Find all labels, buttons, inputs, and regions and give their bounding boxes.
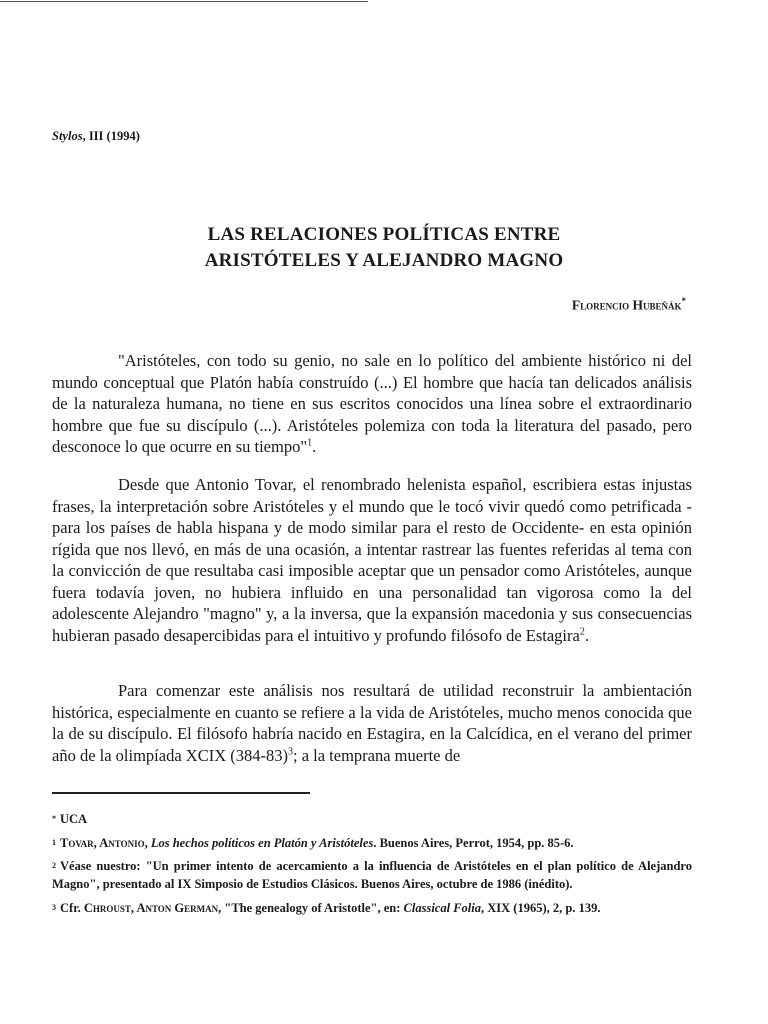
footnote-ref[interactable]: 3 — [287, 746, 293, 757]
footnote-star — [52, 810, 692, 828]
journal-header — [52, 129, 140, 144]
footnote-pre: Cfr. — [60, 901, 81, 915]
top-rule — [0, 1, 368, 2]
footnote-rest: , XIX (1965), 2, p. 139. — [481, 901, 601, 915]
title-line-2: ARISTÓTELES Y ALEJANDRO MAGNO — [204, 250, 564, 271]
footnote-ref[interactable]: 1 — [307, 437, 313, 449]
article-title — [0, 222, 768, 274]
paragraph-text: "Aristóteles, con todo su genio, no sale en lo político del ambiente histórico ni del mundo conceptual que Platón había construído (...) El hombre que hacía tan delicados análisis de la naturaleza humana, no tiene en sus escritos conocidos una línea sobre el extraordinario hombre que fue su discípulo (...). Aristóteles polemiza con toda la literatura del pasado, pero desconoce lo que ocurre en su tiempo" — [52, 351, 692, 456]
footnote-mark: 3 — [52, 903, 56, 912]
footnote-text: Véase nuestro: "Un primer intento de acercamiento a la influencia de Aristóteles en el plan político de Alejandro Magno", presentado al IX Simposio de Estudios Clásicos. Buenos Aires, octubre de 1986 (inédito). — [52, 859, 692, 891]
paragraph-text: Desde que Antonio Tovar, el renombrado helenista español, escribiera estas injustas frases, la interpretación sobre Aristóteles y el mundo que le tocó vivir quedó como petrificada -para los países de habla hispana y de modo similar para el resto de Occidente- en esta opinión rígida que nos llevó, en más de una ocasión, a intentar rastrear las fuentes referidas al tema con la convicción de que resultaba casi imposible aceptar que un pensador como Aristóteles, aunque fuera todavía joven, no hubiera influido en una personalidad tan vigorosa como la del adolescente Alejandro "magno" y, a la inversa, que la expansión macedonia y sus consecuencias hubieran pasado desapercibidas para el intuitivo y profundo filósofo de Estagira — [52, 475, 692, 645]
paragraph-quote — [52, 350, 692, 458]
journal-name: Stylos — [52, 129, 83, 143]
paragraph-tail: . — [312, 437, 317, 456]
footnote-mark: 1 — [52, 838, 56, 847]
footnote-2 — [52, 857, 692, 893]
paragraph-2 — [52, 474, 692, 646]
footnote-text: UCA — [60, 812, 88, 826]
footnote-ref[interactable]: 2 — [579, 626, 585, 637]
footnote-work: Classical Folia — [403, 901, 481, 915]
footnote-mid: "The genealogy of Aristotle", en: — [224, 901, 401, 915]
footnote-author: Tovar, Antonio, — [60, 836, 148, 850]
paragraph-tail: . — [584, 625, 589, 645]
author-byline — [572, 296, 686, 314]
title-line-1: LAS RELACIONES POLÍTICAS ENTRE — [207, 224, 561, 245]
author-name: Florencio Hubeñák — [571, 297, 682, 313]
footnote-1 — [52, 834, 692, 852]
paragraph-tail: ; a la temprana muerte de — [292, 745, 461, 765]
author-note-mark: * — [681, 296, 686, 306]
footnote-author: Chroust, Anton German, — [83, 901, 222, 915]
paragraph-text: Para comenzar este análisis nos resultará de utilidad reconstruir la ambientación histórica, especialmente en cuanto se refiere a la vida de Aristóteles, mucho menos conocida que la de su discípulo. El filósofo habría nacido en Estagira, en la Calcídica, en el verano del primer año de la olimpíada XCIX (384-83) — [52, 681, 692, 765]
journal-issue: , III (1994) — [82, 129, 140, 143]
footnote-mark: * — [52, 814, 56, 823]
footnote-3 — [52, 899, 692, 917]
paragraph-3 — [52, 680, 692, 766]
footnote-rest: . Buenos Aires, Perrot, 1954, pp. 85-6. — [373, 836, 574, 850]
footnote-work: Los hechos políticos en Platón y Aristóteles — [150, 836, 374, 850]
footnote-mark: 2 — [52, 861, 56, 870]
footnote-separator — [52, 792, 310, 794]
